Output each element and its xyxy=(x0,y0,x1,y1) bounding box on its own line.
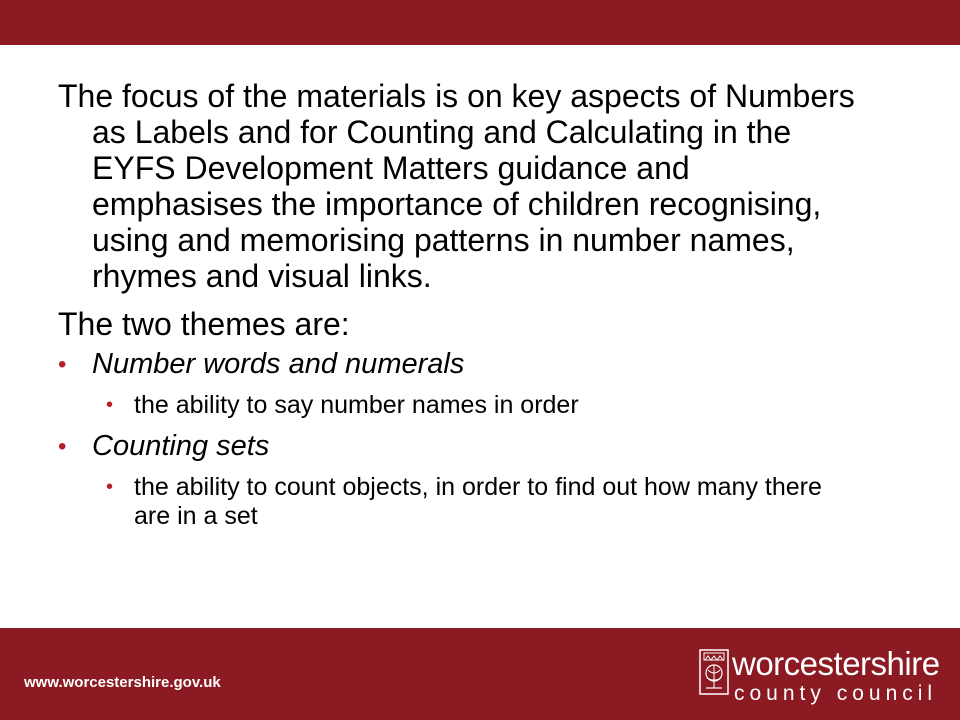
logo-subtitle: county council xyxy=(734,682,938,705)
council-logo xyxy=(698,645,943,714)
sub-bullet-text: the ability to say number names in order xyxy=(134,391,579,419)
sub-bullet-text: the ability to count objects, in order to find out how many there are in a set xyxy=(134,473,822,530)
bullet-dot: • xyxy=(106,394,114,416)
top-banner xyxy=(0,0,960,45)
logo-wordmark: worcestershire xyxy=(732,645,940,682)
bullet-dot: • xyxy=(58,351,67,378)
themes-heading: The two themes are: xyxy=(58,306,350,342)
sub-bullet-count-objects xyxy=(58,473,859,531)
crest-icon xyxy=(698,648,730,696)
theme-title: Counting sets xyxy=(92,430,270,462)
bullet-dot: • xyxy=(106,476,114,498)
theme-bullet-counting-sets xyxy=(58,430,898,463)
sub-bullet-say-names xyxy=(58,391,859,420)
footer-url[interactable]: www.worcestershire.gov.uk xyxy=(24,674,221,691)
footer-banner xyxy=(0,628,960,720)
intro-paragraph: The focus of the materials is on key aspects of Numbers as Labels and for Counting and Calculating in the EYFS Development Matters guidance and emphasises the importance of children recognising, using and memorising patterns in number names, rhymes and visual links. xyxy=(58,78,855,294)
theme-bullet-number-words xyxy=(58,348,898,381)
bullet-dot: • xyxy=(58,433,67,460)
slide-content xyxy=(58,78,898,531)
theme-title: Number words and numerals xyxy=(92,348,465,380)
